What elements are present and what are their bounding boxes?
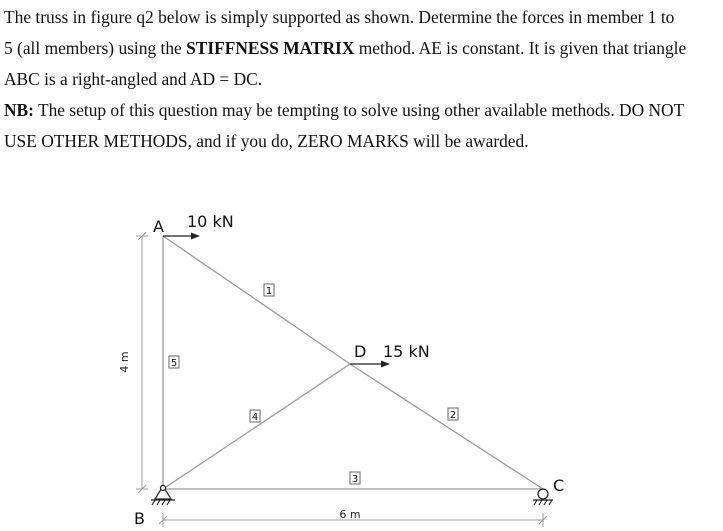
width-dimension-label: 6 m	[339, 508, 361, 521]
member-4-number: 4	[251, 412, 259, 423]
member-2-line	[350, 364, 543, 489]
member-2-tag	[448, 408, 458, 421]
load-label-a: 10 kN	[187, 212, 234, 231]
roller-support-c	[533, 489, 553, 505]
load-arrow-a	[163, 233, 200, 240]
member-1-number: 1	[265, 286, 273, 297]
height-dimension-label: 4 m	[118, 351, 131, 373]
member-4-line	[163, 364, 350, 489]
truss-members	[163, 236, 543, 489]
member-5-tag	[169, 356, 179, 369]
member-1-tag	[264, 284, 274, 297]
load-arrow-d	[350, 361, 390, 368]
node-label-d: D	[354, 342, 367, 361]
node-label-a: A	[153, 217, 164, 236]
member-1-line	[163, 236, 350, 364]
node-label-c: C	[553, 476, 565, 495]
question-line-3: ABC is a right-angled and AD = DC.	[4, 69, 263, 89]
stiffness-matrix-bold: STIFFNESS MATRIX	[186, 38, 355, 58]
nb-text-1: The setup of this question may be tempting to solve using other available methods. DO NOT	[33, 100, 685, 120]
load-label-d: 15 kN	[383, 342, 430, 361]
question-line-2-start: 5 (all members) using the	[4, 38, 187, 58]
node-label-b: B	[134, 509, 145, 528]
member-3-tag	[350, 472, 360, 485]
nb-label: NB:	[4, 100, 34, 120]
nb-line-2: USE OTHER METHODS, and if you do, ZERO MARKS will be awarded.	[4, 131, 529, 151]
member-3-number: 3	[351, 474, 359, 485]
question-line-2-end: method. AE is constant. It is given that triangle	[354, 38, 687, 58]
member-5-number: 5	[170, 358, 178, 369]
member-2-number: 2	[449, 410, 457, 421]
member-4-tag	[250, 410, 260, 423]
height-dimension	[136, 232, 148, 493]
question-line-1: The truss in figure q2 below is simply supported as shown. Determine the forces in member 1 to	[4, 7, 675, 27]
